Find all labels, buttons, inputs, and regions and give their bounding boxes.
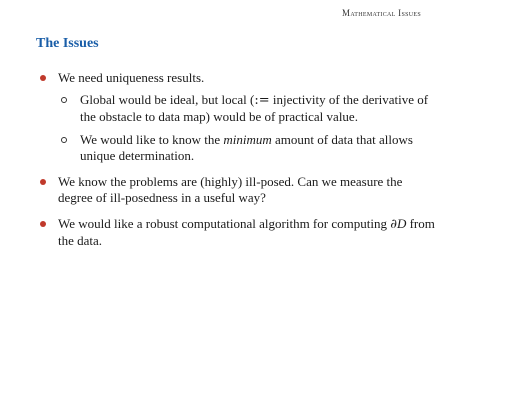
sub-item [58, 92, 436, 125]
sub-list [58, 92, 436, 164]
emphasis-text: minimum [223, 132, 272, 147]
bullet-text-end: from the data. [58, 216, 435, 248]
bullet-dot-icon [40, 75, 46, 81]
sub-item-text-start: We would like to know the [80, 132, 224, 147]
partial-symbol: ∂ [390, 217, 397, 232]
bullet-text-start: We would like a robust computational algorithm for computing [58, 216, 391, 231]
sub-item-text-end: amount of data that allows unique determination. [80, 132, 413, 163]
sub-item [58, 132, 436, 164]
math-variable: D [396, 216, 407, 231]
definition-symbol: := [254, 93, 270, 108]
sub-item-text-end: injectivity of the derivative of the obstacle to data map) would be of practical value. [80, 92, 429, 124]
bullet-dot-icon [40, 221, 46, 227]
bullet-item [36, 216, 436, 249]
bullet-dot-icon [40, 179, 46, 185]
circle-bullet-icon [61, 97, 67, 103]
circle-bullet-icon [61, 137, 67, 143]
sub-item-text-start: Global would be ideal, but local ( [80, 92, 255, 107]
bullet-item [36, 174, 436, 206]
slide-title: The Issues [36, 36, 99, 51]
running-header: Mathematical Issues [342, 8, 421, 18]
bullet-text: We need uniqueness results. [58, 70, 205, 85]
bullet-list [36, 70, 436, 249]
bullet-text: We know the problems are (highly) ill-posed. Can we measure the degree of ill-posedness in a useful way? [58, 174, 403, 205]
bullet-item [36, 70, 436, 164]
